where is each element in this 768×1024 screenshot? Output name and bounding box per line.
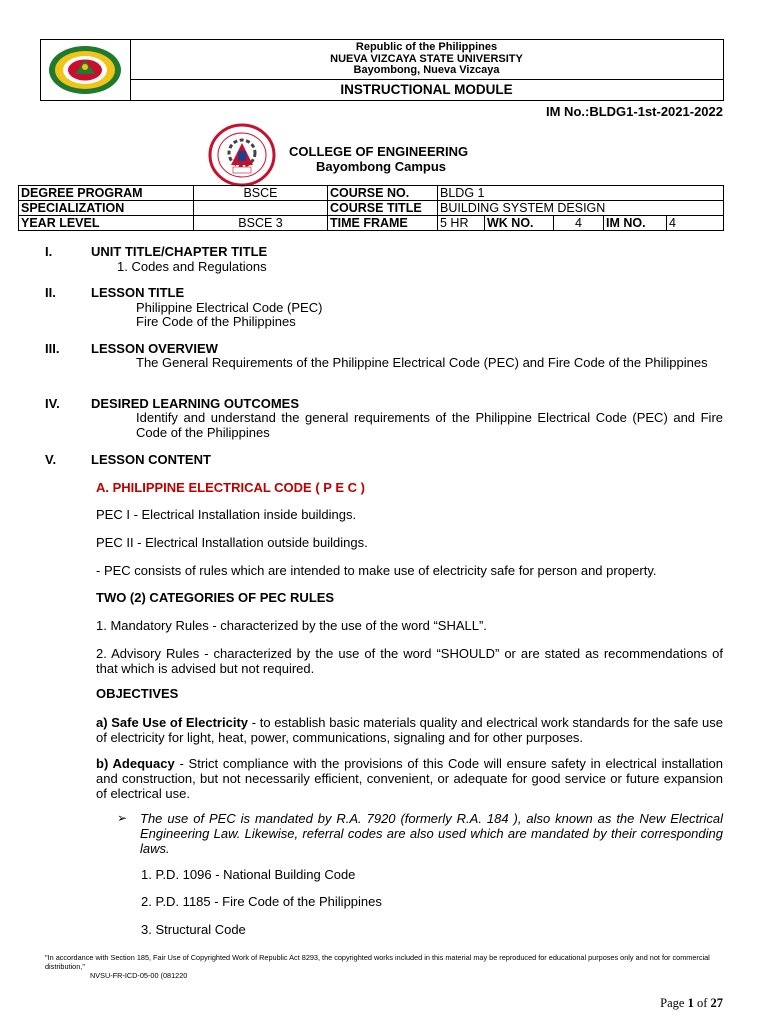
section-number: II.: [45, 285, 56, 300]
lesson-title-line: Fire Code of the Philippines: [136, 314, 296, 329]
year-level-value: BSCE 3: [194, 216, 328, 231]
page-current: 1: [687, 996, 694, 1010]
paragraph: PEC II - Electrical Installation outside buildings.: [96, 535, 368, 550]
year-level-label: YEAR LEVEL: [19, 216, 194, 231]
list-item: 2. P.D. 1185 - Fire Code of the Philippines: [141, 894, 382, 909]
section-title: LESSON CONTENT: [91, 452, 211, 467]
im-no-value: 4: [667, 216, 724, 231]
lesson-title-line: Philippine Electrical Code (PEC): [136, 300, 323, 315]
university-location: Bayombong, Nueva Vizcaya: [353, 64, 500, 76]
table-row: [19, 186, 724, 201]
paragraph: PEC I - Electrical Installation inside buildings.: [96, 507, 357, 522]
wk-no-value: 4: [554, 216, 604, 231]
im-no-label: IM NO.: [604, 216, 667, 231]
section-title: UNIT TITLE/CHAPTER TITLE: [91, 244, 268, 259]
advisory-rules: 2. Advisory Rules - characterized by the use of the word “SHOULD” or are stated as recommendations of that which is advised but not required.: [96, 646, 723, 676]
arrow-bullet-icon: ➢: [117, 811, 128, 825]
module-title: INSTRUCTIONAL MODULE: [340, 82, 513, 97]
im-number: IM No.:BLDG1-1st-2021-2022: [546, 104, 723, 119]
college-block: [289, 144, 468, 174]
section-number: III.: [45, 341, 60, 356]
degree-program-value: BSCE: [194, 186, 328, 201]
document-header: [40, 39, 724, 101]
objective-a: [96, 715, 723, 745]
bullet-paragraph: The use of PEC is mandated by R.A. 7920 (formerly R.A. 184 ), also known as the New Electrical Engineering Law. Likewise, referral codes are also used which are mandated by their corresponding laws.: [140, 811, 723, 856]
objective-a-label: a) Safe Use of Electricity: [96, 715, 249, 730]
subheading-pec: A. PHILIPPINE ELECTRICAL CODE ( P E C ): [96, 480, 365, 495]
section-number: V.: [45, 452, 57, 467]
lesson-overview-text: The General Requirements of the Philippine Electrical Code (PEC) and Fire Code of the Philippines: [136, 355, 708, 370]
form-code: NVSU-FR-ICD-05-00 (081220: [90, 971, 188, 980]
course-no-label: COURSE NO.: [328, 186, 438, 201]
campus-name: Bayombong Campus: [316, 159, 447, 174]
objective-b-label: b) Adequacy: [96, 756, 175, 771]
course-title-label: COURSE TITLE: [328, 201, 438, 216]
list-item: 3. Structural Code: [141, 922, 246, 937]
degree-program-label: DEGREE PROGRAM: [19, 186, 194, 201]
course-no-value: BLDG 1: [438, 186, 724, 201]
section-title: DESIRED LEARNING OUTCOMES: [91, 396, 300, 411]
page-prefix: Page: [660, 996, 688, 1010]
learning-outcomes-text: Identify and understand the general requirements of the Philippine Electrical Code (PEC) and Fire Code of the Philippines: [136, 410, 723, 440]
fair-use-statement: "In accordance with Section 185, Fair Use of Copyrighted Work of Republic Act 8293, the copyrighted works included in this material may be reproduced for educational purposes only and not for commercial distribution,": [45, 953, 710, 971]
section-number: IV.: [45, 396, 60, 411]
time-frame-label: TIME FRAME: [328, 216, 438, 231]
course-info-table: [18, 185, 724, 231]
mandatory-rules: 1. Mandatory Rules - characterized by the use of the word “SHALL”.: [96, 618, 487, 633]
list-item: 1. P.D. 1096 - National Building Code: [141, 867, 356, 882]
page-number: [660, 996, 723, 1011]
course-title-value: BUILDING SYSTEM DESIGN: [438, 201, 724, 216]
college-engineering-seal-icon: [207, 123, 277, 187]
page-total: 27: [710, 996, 723, 1010]
time-frame-value: 5 HR: [438, 216, 485, 231]
section-title: LESSON OVERVIEW: [91, 341, 218, 356]
section-number: I.: [45, 244, 53, 259]
objective-a-text: - to establish basic materials quality and electrical work standards for the safe use of electricity for light, heat, power, communications, signaling and for other purposes.: [96, 715, 723, 745]
objective-b-text: - Strict compliance with the provisions of this Code will ensure safety in electrical installation and construction, but not necessarily efficient, convenient, or adequate for good service or future expansion of electrical use.: [96, 756, 723, 801]
specialization-label: SPECIALIZATION: [19, 201, 194, 216]
paragraph: - PEC consists of rules which are intended to make use of electricity safe for person and property.: [96, 563, 657, 578]
copyright-notice: [45, 953, 725, 980]
categories-heading: TWO (2) CATEGORIES OF PEC RULES: [96, 590, 335, 605]
table-row: [19, 201, 724, 216]
objectives-heading: OBJECTIVES: [96, 686, 179, 701]
nvsu-seal-icon: [48, 45, 122, 95]
republic-line: Republic of the Philippines: [355, 41, 498, 53]
wk-no-label: WK NO.: [485, 216, 554, 231]
university-name: NUEVA VIZCAYA STATE UNIVERSITY: [330, 52, 523, 65]
table-row: [19, 216, 724, 231]
unit-item: 1. Codes and Regulations: [117, 259, 267, 274]
objective-b: [96, 756, 723, 801]
university-logo-cell: [41, 40, 131, 100]
university-name-block: [130, 40, 723, 80]
section-title: LESSON TITLE: [91, 285, 185, 300]
college-name: COLLEGE OF ENGINEERING: [289, 144, 469, 159]
specialization-value: [194, 201, 328, 216]
page-of: of: [693, 996, 711, 1010]
